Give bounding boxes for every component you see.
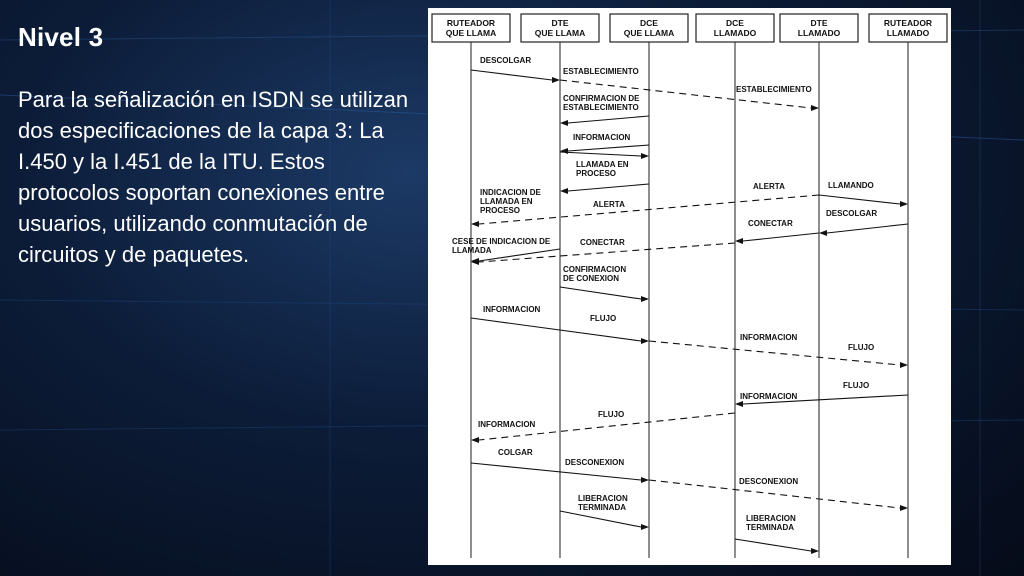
entity-0-label: RUTEADOR QUE LLAMA [445, 18, 497, 38]
message-2-arrowhead [560, 120, 568, 126]
message-14-label-2: FLUJO [848, 343, 875, 352]
message-17-label: COLGAR [498, 448, 533, 457]
message-11-label: CESE DE INDICACION DE LLAMADA [452, 237, 551, 255]
message-16-label: FLUJO [598, 410, 625, 419]
message-5-arrowhead [560, 188, 568, 194]
message-18-arrowhead [900, 505, 908, 511]
message-5-label: INDICACION DE LLAMADA EN PROCESO [480, 188, 541, 215]
message-19-label: LIBERACION TERMINADA [578, 494, 628, 512]
message-7-label-2: ALERTA [593, 200, 625, 209]
entity-3-box [696, 14, 774, 42]
message-15-arrowhead [735, 401, 743, 407]
message-5-arrow [568, 184, 649, 191]
message-0-arrowhead [552, 77, 560, 83]
message-18-label: DESCONEXION [739, 477, 799, 486]
message-3-arrow [568, 145, 649, 151]
message-17-label-2: DESCONEXION [565, 458, 625, 467]
message-7-label: ALERTA [753, 182, 785, 191]
message-19-arrowhead [641, 524, 649, 530]
message-9-arrow [743, 233, 819, 241]
message-2-arrow [568, 116, 649, 123]
message-12-arrow [560, 287, 641, 299]
message-4-label: LLAMADA EN PROCESO [576, 160, 629, 178]
message-13-arrowhead [641, 338, 649, 344]
message-16-label-2: INFORMACION [478, 420, 536, 429]
message-13-label-2: FLUJO [590, 314, 617, 323]
message-9-arrowhead [735, 238, 743, 244]
entity-1-box [521, 14, 599, 42]
entity-4-box [780, 14, 858, 42]
message-16-arrowhead [471, 437, 479, 443]
message-6-arrow [819, 195, 900, 204]
message-12-arrowhead [641, 296, 649, 302]
message-4-arrow [560, 152, 641, 156]
message-8-arrow [827, 224, 908, 233]
message-3-label: INFORMACION [573, 133, 631, 142]
message-20-arrowhead [811, 548, 819, 554]
entity-2-box [610, 14, 688, 42]
message-2-label: CONFIRMACION DE ESTABLECIMIENTO [563, 94, 640, 112]
message-20-label: LIBERACION TERMINADA [746, 514, 796, 532]
message-7-arrowhead [471, 221, 479, 227]
message-3-arrowhead [560, 148, 568, 154]
message-9-label: CONECTAR [748, 219, 793, 228]
slide-title: Nivel 3 [18, 22, 104, 52]
message-0-arrow [471, 70, 552, 80]
message-1-arrowhead [811, 105, 819, 111]
sequence-diagram [428, 8, 951, 565]
sequence-diagram-svg [428, 8, 951, 565]
entity-3-label: DCE LLAMADO [713, 18, 757, 38]
entity-2-label: DCE QUE LLAMA [623, 18, 675, 38]
message-0-label: DESCOLGAR [480, 56, 532, 65]
entity-5-label: RUTEADOR LLAMADO [883, 18, 933, 38]
message-20-arrow [735, 539, 811, 551]
slide-body-text: Para la señalización en ISDN se utilizan dos especificaciones de la capa 3: La I.450 y la I.451 de la ITU. Estos protocolos soportan conexiones entre usuarios, utilizando conmutación de circuitos y de paquetes. [18, 87, 409, 267]
message-13-label: INFORMACION [483, 305, 541, 314]
message-14-arrowhead [900, 362, 908, 368]
entity-1-label: DTE QUE LLAMA [534, 18, 586, 38]
entity-5-box [869, 14, 947, 42]
message-17-arrowhead [641, 477, 649, 483]
message-6-label: LLAMANDO [828, 181, 874, 190]
message-4-arrowhead [641, 153, 649, 159]
message-8-label: DESCOLGAR [826, 209, 878, 218]
message-12-label: CONFIRMACION DE CONEXION [563, 265, 627, 283]
message-1-label: ESTABLECIMIENTO [563, 67, 639, 76]
message-8-arrowhead [819, 230, 827, 236]
message-19-arrow [560, 511, 641, 527]
message-15-label: FLUJO [843, 381, 870, 390]
message-15-label-2: INFORMACION [740, 392, 798, 401]
message-1-label-2: ESTABLECIMIENTO [736, 85, 812, 94]
message-6-arrowhead [900, 201, 908, 207]
entity-4-label: DTE LLAMADO [797, 18, 841, 38]
entity-0-box [432, 14, 510, 42]
message-14-label: INFORMACION [740, 333, 798, 342]
message-10-label: CONECTAR [580, 238, 625, 247]
